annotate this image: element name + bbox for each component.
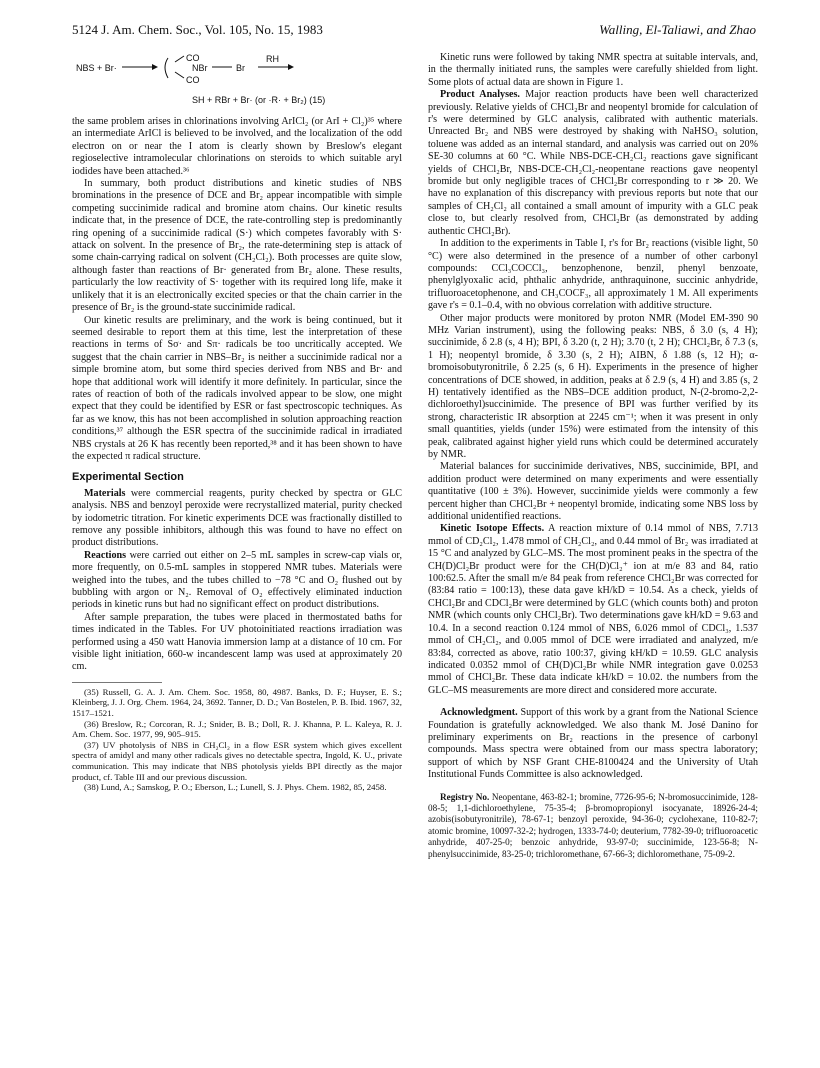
right-column (428, 52, 758, 860)
acknowledgment (428, 707, 758, 781)
footnote: (35) Russell, G. A. J. Am. Chem. Soc. 1958, 80, 4987. Banks, D. F.; Huyser, E. S.; Kleinberg, J. J. Org. Chem. 1964, 24, 3692. Tanner, D. D.; Van Bostelen, P. B. Ibid. 1967, 32, 1517–1521. (72, 686, 402, 719)
scheme-co-bottom: CO (186, 75, 200, 85)
footnote: (37) UV photolysis of NBS in CH₂Cl₂ in a flow ESR system which gives excellent spectra of amidyl and many other radicals gives no detectable spectra, Ingold, K. U., private communication. This may indicate that NBS photolysis yields BPI directly as the major product, cf. Table III and our previous discussion. (72, 739, 402, 782)
paragraph-text: Major reaction products have been well characterized previously. Relative yields of CHCl₂Br and neopentyl bromide for calculation of r's were determined by GLC analysis, calibrated with authentic materials. Unreacted Br₂ and NBS were destroyed by shaking with NaHSO₃ solution, toluene was added as an internal standard, and analysis was carried out on 20% SE-30 columns at 60 °C. While NBS-DCE-CH₂Cl₂ reactions gave significant yields of CHCl₂Br, NBS-DCE-CH₂Cl₂-neopentane reactions gave neopentyl bromide but only negligible traces of CHCl₂Br corresponding to r ≫ 20. We have no explanation of this discrepancy with previous reports but note that our samples of CH₂Cl₂ all contained a small amount of impurity with a GLC peak close to, but clearly resolved from, CHCl₂Br (as demonstrated by adding authentic CHCl₂Br). (428, 89, 758, 237)
paragraph: Other major products were monitored by proton NMR (Model EM-390 90 MHz Varian instrument), using the following peaks: NBS, δ 3.0 (s, 4 H); succinimide, δ 2.8 (s, 4 H); BPI, δ 3.20 (t, 2 H); 3.70 (t, 2 H); CHCl₂Br, δ 7.3 (s, 1 H); neopentyl bromide, δ 3.30 (s, 2 H); AIBN, δ 1.88 (s, 12 H); α-bromoisobutyronitrile, δ 2.25 (s, 6 H). Experiments in the presence of higher concentrations of DCE showed, in addition, peaks at δ 2.9 (s, 4 H) and 3.85 (s, 2 H) tentatively identified as the NBS–DCE addition product, N-(2-bromo-2,2-dichloroethyl)succinimide. The presence of BPI was further verified by its strong, characteristic IR absorption at 2245 cm⁻¹; when it was present in only small quantities, yields (under 15%) were estimated from the intensity of this peak, calibrated against higher yield runs which could be determined accurately by NMR. (428, 312, 758, 460)
paragraph-text: Neopentane, 463-82-1; bromine, 7726-95-6; N-bromosuccinimide, 128-08-5; 1,1-dichloroethylene, 75-35-4; β-bromopropionyl isocyanate, 18926-24-4; azobis(isobutyronitrile), 78-67-1; benzoyl peroxide, 94-36-0; cyclohexane, 110-82-7; atomic bromine, 10097-32-2; hydrogen, 1333-74-0; deuterium, 7782-39-0; trifluoroacetic anhydride, 407-25-0; benzoic anhydride, 93-97-0; succinimide, 123-56-8; N-phenylsuccinimide, 83-25-0; trichloromethane, 67-66-3; dichloromethane, 75-09-2. (428, 791, 758, 859)
scheme-br: Br (236, 63, 245, 73)
paragraph: Our kinetic results are preliminary, and the work is being continued, but it seemed desirable to report them at this time, lest the interpretation of these reactions in terms of Sσ· and Sπ· radicals be too uncritically accepted. We suggest that the chain carrier in NBS–Br₂ is neither a succinimide radical nor a simple bromine atom, but some third species derived from NBS and Br· and hope that additional work will identify it more definitely. In particular, since the rates of reaction of both of the radicals involved appear to be slow, one might expect that they could be identified by ESR or fast spectroscopic techniques. As far as we know, this has not been accomplished in solution approaching reaction conditions,³⁷ although the ESR spectra of the succinimide radical in irradiated NBS crystals at 26 K has recently been reported,³⁸ and it has been shown to have the expected π radical structure. (72, 314, 402, 462)
arrow-2-head (288, 64, 294, 70)
paragraph-text: Support of this work by a grant from the National Science Foundation is gratefully acknowledged. We also thank M. José Danino for preliminary experiments on Br₂ reactions in the presence of carbonyl compounds. Mass spectra were obtained from our mass spectra laboratory; support of which by NSF Grant CHE-8100424 and the University of Utah Institutional Funds Committee is also acknowledged. (428, 707, 758, 781)
runin-heading: Acknowledgment. (440, 707, 518, 719)
reaction-scheme (72, 52, 402, 110)
paragraph: After sample preparation, the tubes were placed in thermostated baths for times indicated in the Tables. For UV photoinitiated reactions irradiation was performed using a 450 watt Hanovia immersion lamp at a distance of 10 cm. For visible light initiation, 660-w incandescent lamp was used at approximately 20 cm. (72, 611, 402, 673)
paragraph-text: were carried out either on 2–5 mL samples in screw-cap vials or, more frequently, on 0.5-mL samples in stoppered NMR tubes. Materials were weighed into the tubes, and the tubes chilled to −78 °C and O₂ flushed out by bubbling with argon or N₂. Removal of O₂ effectively eliminated induction periods in kinetic runs but had no significant effect on product distributions. (72, 549, 402, 611)
paragraph: the same problem arises in chlorinations involving ArICl₂ (or ArI + Cl₂)³⁵ where an intermediate ArICl is believed to be involved, and the localization of the odd electron on or near the I atom is clearly shown by Breslow's elegant regioselective intramolecular chlorinations on steroids to which suitable aryl iodides have been attached.³⁶ (72, 116, 402, 177)
page-header (72, 22, 756, 40)
paragraph-kinetic-isotope (428, 523, 758, 697)
bond-co-bottom (175, 72, 184, 78)
scheme-co-top: CO (186, 53, 200, 63)
registry-numbers (428, 792, 758, 860)
running-head-left: 5124 J. Am. Chem. Soc., Vol. 105, No. 15, 1983 (72, 22, 323, 37)
paragraph: In summary, both product distributions and kinetic studies of NBS brominations in the presence of DCE and Br₂ appear incompatible with simple competing succinimide radical and bromine atom chains. Our kinetic results indicate that, in the presence of DCE, the rate-controlling step is predominantly ring opening of a succinimide radical (S·) which competes favorably with S· attack on solvent. In the presence of Br₂, the rate-determining step is attack of some chain-carrying radical on solvent (CH₂Cl₂). Both processes are quite slow, although faster than reactions of Br· generated from Br₂ alone. These results, particularly the low reactivity of S· together with its required long life, make it unlikely that it is an electronically excited species or that the chain carrier in the presence of Br₂ is the ground-state succinimide radical. (72, 178, 402, 314)
section-heading: Experimental Section (72, 471, 184, 484)
paragraph: In addition to the experiments in Table I, r's for Br₂ reactions (visible light, 50 °C) were also determined in the presence of a number of other carbonyl compounds: CCl₃COCCl₃, benzophenone, benzil, phenyl benzoate, phenylglyoxalic acid, phthalic anhydride, anthraquinone, succinic anhydride, trifluoroacetophenone, and CH₃COCF₃, all approximately 1 M. All experiments gave r's = 0.1–0.4, with no obvious correlation with additive structure. (428, 238, 758, 312)
left-column (72, 52, 402, 793)
footnote: (36) Breslow, R.; Corcoran, R. J.; Snider, B. B.; Doll, R. J. Khanna, P. L. Kaleya, R. J. Am. Chem. Soc. 1977, 99, 905–915. (72, 718, 402, 740)
paragraph-materials (72, 488, 402, 550)
scheme-rh: RH (266, 54, 279, 64)
runin-heading: Product Analyses. (440, 89, 520, 101)
bracket-left (165, 58, 168, 78)
paragraph-text: were commercial reagents, purity checked by spectra or GLC analysis. NBS and benzoyl peroxide were recrystallized material, purity checked by iodometric titration. For kinetic experiments DCE was fractionally distilled to remove any possible inhibitors, although this was found to have no effect on product distributions. (72, 487, 402, 549)
scheme-nbr: NBr (192, 63, 208, 73)
paragraph: Material balances for succinimide derivatives, NBS, succinimide, BPI, and addition product were determined on many experiments and were essentially quantitative (100 ± 3%). However, succinimide yields were commonly a few percent higher than CHCl₂Br + neopentyl bromide, indicating some NBS loss by additional unidentified reactions. (428, 461, 758, 523)
scheme-products: SH + RBr + Br· (or ·R· + Br₂) (15) (192, 95, 326, 105)
footnote: (38) Lund, A.; Samskog, P. O.; Eberson, L.; Lunell, S. J. Phys. Chem. 1982, 85, 2458. (84, 782, 387, 793)
bond-co-top (175, 56, 184, 62)
arrow-1-head (152, 64, 158, 70)
footnote-divider (72, 682, 162, 683)
paragraph-product-analyses (428, 89, 758, 238)
runin-heading: Reactions (84, 549, 127, 561)
scheme-reactants: NBS + Br· (76, 63, 117, 73)
paragraph: Kinetic runs were followed by taking NMR spectra at suitable intervals, and, in the thermally initiated runs, the samples were carefully shielded from light. Some plots of actual data are shown in Figure 1. (428, 52, 758, 88)
paragraph-text: A reaction mixture of 0.14 mmol of NBS, 7.713 mmol of CD₂Cl₂, 1.478 mmol of CH₂Cl₂, and 0.44 mmol of Br₂ was irradiated at 15 °C and analyzed by GLC–MS. The most prominent peaks in the spectra of the CH(D)Cl₂Br product were for the CH(D)Cl₂⁺ ion at m/e 83 and 84, ratio 100:62.5. After the small m/e 84 peak from reference CHCl₂Br was corrected for (83:84 ratio = 100:13), these data gave kH/kD = 10.54. As a check, yields of CHCl₂Br and CDCl₂Br were determined by GLC (which counts both) and proton NMR (which counts only CHCl₂Br). Two determinations gave kH/kD = 9.63 and 10.4. In a second reaction 0.124 mmol of NBS, 6.026 mmol of CDCl₃, 1.537 mmol of CH₂Cl₂, and 0.005 mmol of DCE were irradiated and analyzed, m/e 83:84, corrected as above, ratio 100:37, giving kH/kD = 10.59. GLC analysis indicated 0.0352 mmol of CH(D)Cl₂Br while NMR integration gave 0.0253 mmol of CHCl₂Br. These data indicate kH/kD = 10.02. the numbers from the GLC–MS measurements are more direct and considered more accurate. (428, 523, 758, 696)
runin-heading: Registry No. (440, 791, 490, 802)
runin-heading: Materials (84, 487, 126, 499)
runin-heading: Kinetic Isotope Effects. (440, 523, 545, 535)
running-head-right: Walling, El-Taliawi, and Zhao (599, 22, 756, 37)
paragraph-reactions (72, 550, 402, 612)
